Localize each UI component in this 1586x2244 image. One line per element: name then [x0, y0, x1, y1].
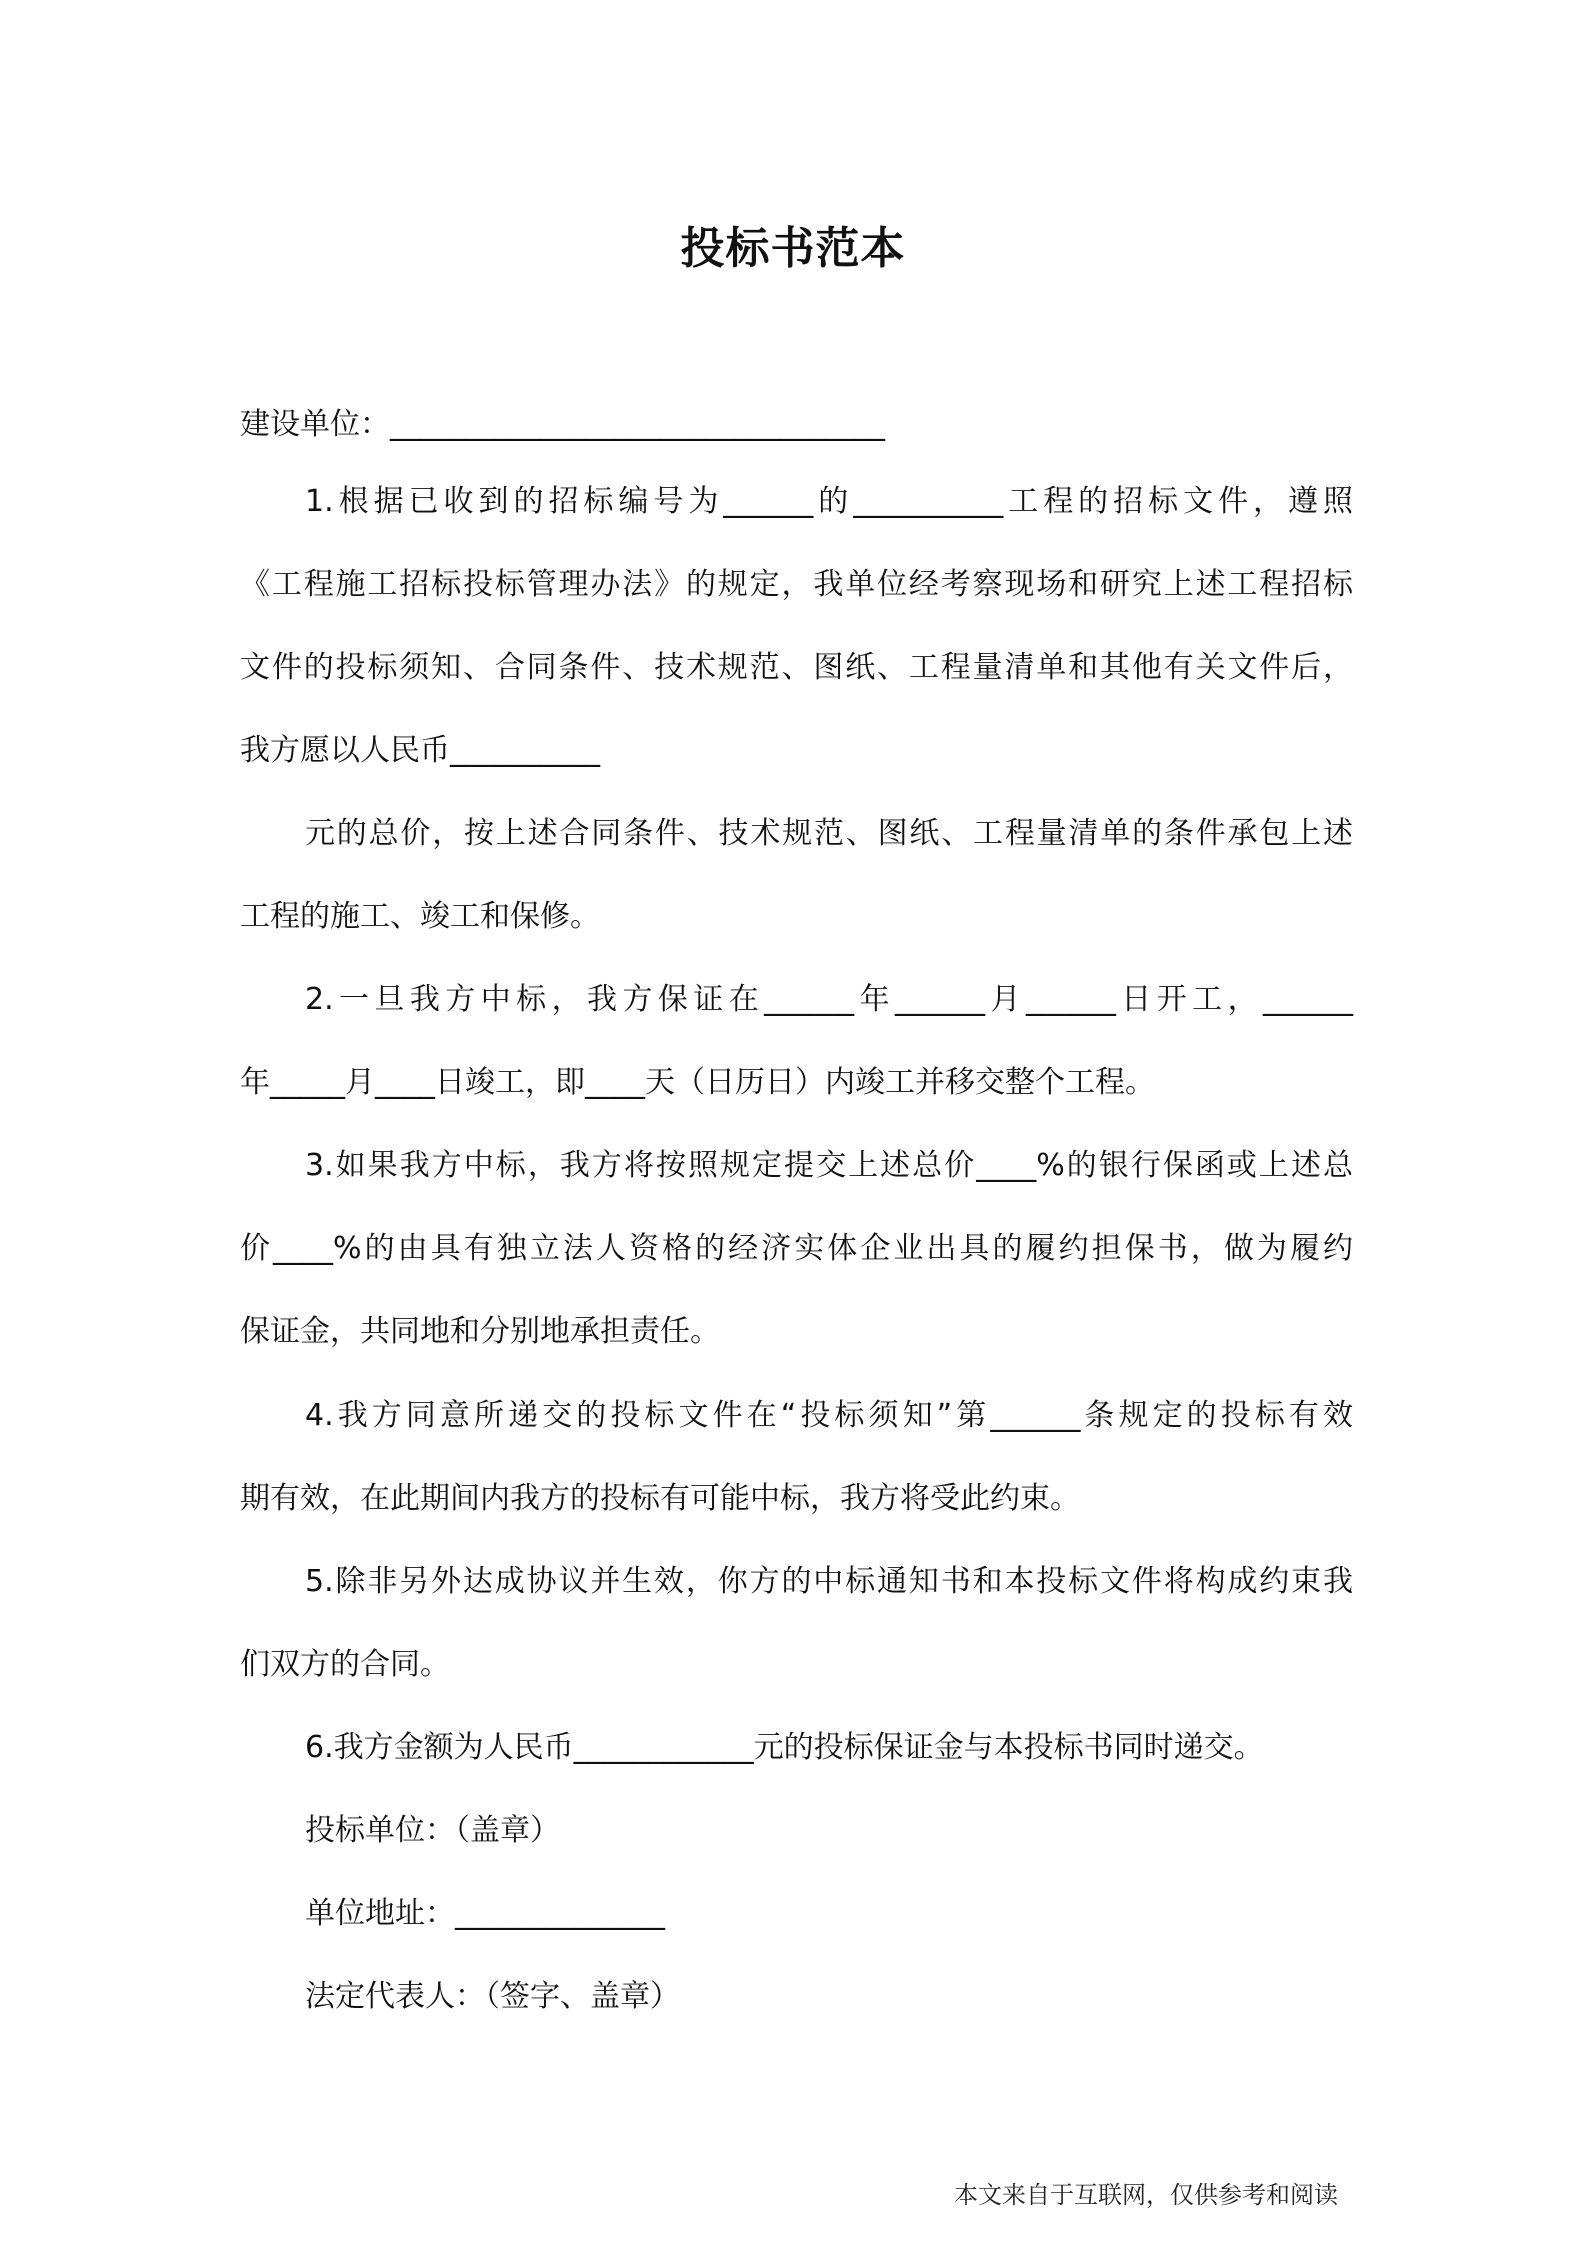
clause-5-line-1: 5.除非另外达成协议并生效，你方的中标通知书和本投标文件将构成约束我	[305, 1564, 1353, 1599]
clause-1-line-4: 我方愿以人民币__________	[240, 733, 600, 768]
construction-unit-line: 建设单位：_________________________________	[240, 407, 885, 442]
clause-3-line-1: 3.如果我方中标，我方将按照规定提交上述总价____%的银行保函或上述总	[305, 1148, 1353, 1183]
document-title: 投标书范本	[680, 223, 906, 274]
clause-4-line-2: 期有效，在此期间内我方的投标有可能中标，我方将受此约束。	[240, 1481, 1080, 1516]
bidder-unit-line: 投标单位：（盖章）	[305, 1813, 560, 1848]
clause-1-line-5: 元的总价，按上述合同条件、技术规范、图纸、工程量清单的条件承包上述	[305, 816, 1353, 851]
clause-1-line-2: 《工程施工招标投标管理办法》的规定，我单位经考察现场和研究上述工程招标	[240, 567, 1353, 602]
clause-1-line-3: 文件的投标须知、合同条件、技术规范、图纸、工程量清单和其他有关文件后，	[240, 650, 1353, 685]
clause-2-line-2: 年_____月____日竣工，即____天（日历日）内竣工并移交整个工程。	[240, 1065, 1155, 1100]
source-footer-note: 本文来自于互联网，仅供参考和阅读	[954, 2181, 1338, 2209]
clause-5-line-2: 们双方的合同。	[240, 1647, 450, 1682]
clause-6-line: 6.我方金额为人民币____________元的投标保证金与本投标书同时递交。	[305, 1730, 1264, 1765]
clause-2-line-1: 2.一旦我方中标，我方保证在______年______月______日开工，______	[305, 982, 1353, 1017]
clause-3-line-3: 保证金，共同地和分别地承担责任。	[240, 1314, 720, 1349]
clause-3-line-2: 价____%的由具有独立法人资格的经济实体企业出具的履约担保书，做为履约	[240, 1231, 1353, 1266]
clause-1-line-1: 1.根据已收到的招标编号为______的__________工程的招标文件，遵照	[305, 484, 1353, 519]
clause-1-line-6: 工程的施工、竣工和保修。	[240, 899, 600, 934]
clause-4-line-1: 4.我方同意所递交的投标文件在“投标须知”第______条规定的投标有效	[305, 1398, 1353, 1433]
unit-address-line: 单位地址：______________	[305, 1896, 665, 1931]
legal-representative-line: 法定代表人：（签字、盖章）	[305, 1979, 680, 2014]
